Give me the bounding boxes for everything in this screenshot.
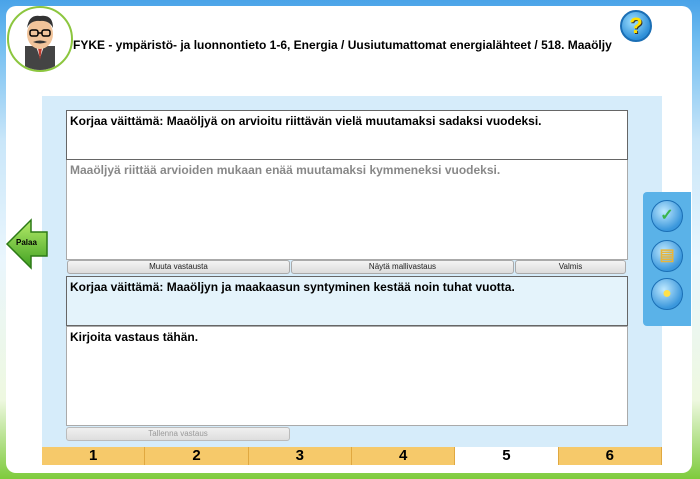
page-title: FYKE - ympäristö- ja luonnontieto 1-6, Energia / Uusiutumattomat energialähteet / 518. Maaöljy	[73, 38, 612, 52]
done-button[interactable]: Valmis	[515, 260, 626, 274]
save-answer-button[interactable]: Tallenna vastaus	[66, 427, 290, 441]
change-answer-button[interactable]: Muuta vastausta	[67, 260, 290, 274]
task2-question: Korjaa väittämä: Maaöljyn ja maakaasun syntyminen kestää noin tuhat vuotta.	[66, 276, 628, 326]
task1-answer: Maaöljyä riittää arvioiden mukaan enää muutamaksi kymmeneksi vuodeksi.	[66, 160, 628, 260]
tab-2[interactable]: 2	[145, 447, 248, 465]
page-tabs	[42, 447, 662, 465]
notes-icon[interactable]: ▤	[651, 240, 683, 272]
show-model-answer-button[interactable]: Näytä mallivastaus	[291, 260, 514, 274]
avatar-icon	[7, 6, 73, 72]
edit-check-icon[interactable]: ✓	[651, 200, 683, 232]
tab-6[interactable]: 6	[559, 447, 662, 465]
task1-question: Korjaa väittämä: Maaöljyä on arvioitu riittävän vielä muutamaksi sadaksi vuodeksi.	[66, 110, 628, 160]
lightbulb-icon[interactable]: ●	[651, 278, 683, 310]
tab-4[interactable]: 4	[352, 447, 455, 465]
task2-answer-field[interactable]: Kirjoita vastaus tähän.	[66, 326, 628, 426]
help-icon[interactable]: ?	[620, 10, 652, 42]
tab-3[interactable]: 3	[249, 447, 352, 465]
back-label[interactable]: Palaa	[16, 238, 37, 247]
tab-5[interactable]: 5	[455, 447, 558, 465]
tab-1[interactable]: 1	[42, 447, 145, 465]
